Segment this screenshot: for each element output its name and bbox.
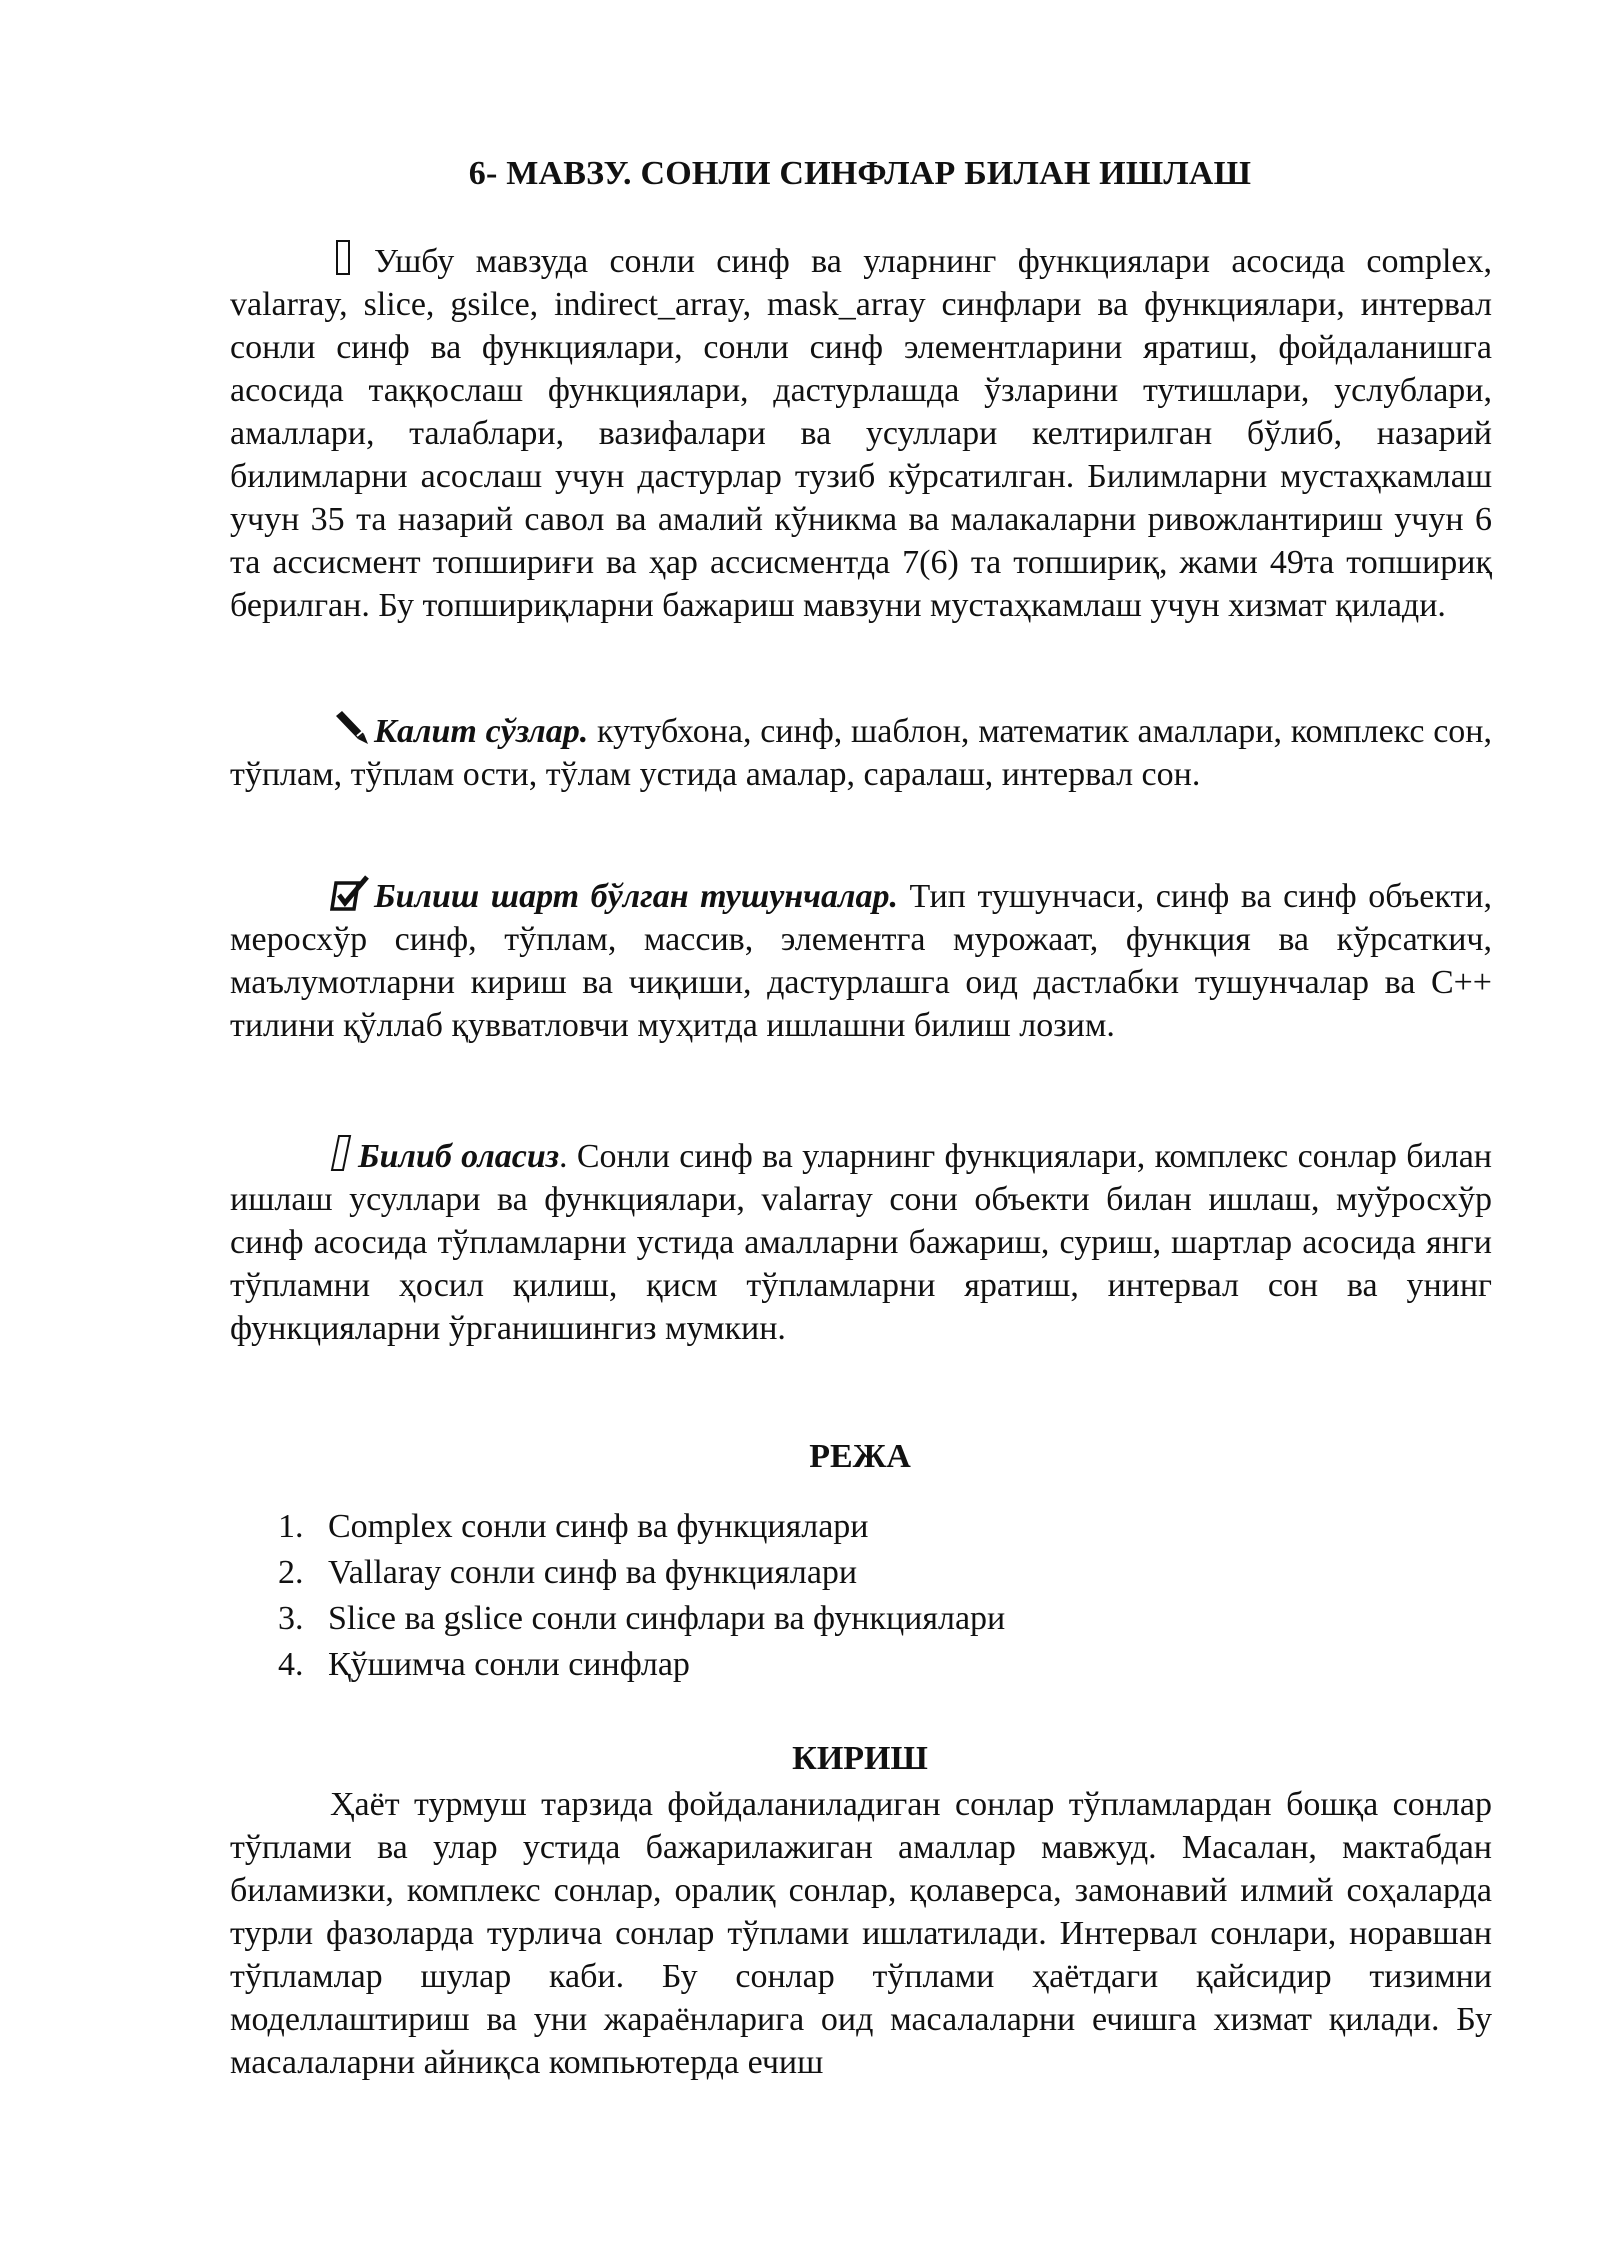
prerequisites-label: Билиш шарт бўлган тушунчалар. xyxy=(374,878,898,915)
italic-bar-icon xyxy=(330,1135,354,1171)
plan-list xyxy=(278,1504,1005,1688)
list-item xyxy=(278,1642,1005,1688)
prerequisites-paragraph xyxy=(230,875,1492,1047)
pencil-icon xyxy=(330,710,370,746)
list-item-text: Slice ва gslice сонли синфлари ва функциялари xyxy=(328,1600,1006,1637)
list-item-text: Қўшимча сонли синфлар xyxy=(328,1646,690,1683)
prerequisites-text: Тип тушунчаси, синф ва синф объекти, меросхўр синф, тўплам, массив, элементга мурожаат, функция ва кўрсаткич, маълумотларни кириш ва чиқиши, дастурлашга оид дастлабки тушунчалар ва С++ тилини қўллаб қувватловчи муҳитда ишлашни билиш лозим. xyxy=(230,878,1493,1044)
introduction-paragraph: Ҳаёт турмуш тарзида фойдаланиладиган сонлар тўпламлардан бошқа сонлар тўплами ва улар устида бажарилажиган амаллар мавжуд. Масалан, мактабдан биламизки, комплекс сонлар, оралиқ сонлар, қолаверса, замонавий илмий соҳаларда турли фазоларда турлича сонлар тўплами ишлатилади. Интервал сонлари, норавшан тўпламлар шулар каби. Бу сонлар тўплами ҳаётдаги қайсидир тизимни моделлаштириш ва уни жараёнларига оид масалаларни ечишга хизмат қилади. Бу масалаларни айниқса компьютерда ечиш xyxy=(230,1786,1492,2081)
list-item-number: 2. xyxy=(278,1554,304,1591)
list-item-text: Vallaray сонли синф ва функциялари xyxy=(328,1554,858,1591)
plan-heading: РЕЖА xyxy=(809,1438,911,1475)
keywords-paragraph xyxy=(230,710,1492,796)
list-item xyxy=(278,1550,1005,1596)
list-item xyxy=(278,1504,1005,1550)
page-title: 6- МАВЗУ. СОНЛИ СИНФЛАР БИЛАН ИШЛАШ xyxy=(468,155,1252,192)
intro-paragraph-text: Ушбу мавзуда сонли синф ва уларнинг функциялари асосида complex, valarray, slice, gsilce, indirect_array, mask_array синфлари ва функциялари, интервал сонли синф ва функциялари, сонли синф элементларини яратиш, фойдаланишга асосида таққослаш функциялари, дастурлашда ўзларини тутишлари, услублари, амаллари, талаблари, вазифалари ва усуллари келтирилган бўлиб, назарий билимларни асослаш учун дастурлар тузиб кўрсатилган. Билимларни мустаҳкамлаш учун 35 та назарий савол ва амалий кўникма ва малакаларни ривожлантириш учун 6 та ассисмент топшириғи ва ҳар ассисментда 7(6) та топшириқ, жами 49та топшириқ берилган. Бу топшириқларни бажариш мавзуни мустаҳкамлаш учун хизмат қилади. xyxy=(230,243,1492,624)
list-item-number: 1. xyxy=(278,1508,304,1545)
introduction-heading: КИРИШ xyxy=(792,1740,928,1777)
keywords-label: Калит сўзлар. xyxy=(374,713,589,750)
list-item-number: 3. xyxy=(278,1600,304,1637)
list-item-number: 4. xyxy=(278,1646,304,1683)
outcomes-text: . Сонли синф ва уларнинг функциялари, комплекс сонлар билан ишлаш усуллари ва функциялари, valarray сони объекти билан ишлаш, муўросхўр синф асосида тўпламларни устида амалларни бажариш, суриш, шартлар асосида янги тўпламни ҳосил қилиш, қисм тўпламларни яратиш, интервал сон ва унинг функцияларни ўрганишингиз мумкин. xyxy=(230,1138,1492,1347)
outcomes-label: Билиб оласиз xyxy=(358,1138,560,1175)
missing-glyph-icon xyxy=(330,240,370,276)
outcomes-paragraph xyxy=(230,1135,1492,1350)
list-item xyxy=(278,1596,1005,1642)
keywords-text: кутубхона, синф, шаблон, математик амаллари, комплекс сон, тўплам, тўплам ости, тўлам устида амалар, саралаш, интервал сон. xyxy=(230,713,1492,793)
checkbox-icon xyxy=(330,875,370,911)
intro-paragraph xyxy=(230,240,1492,627)
list-item-text: Complex сонли синф ва функциялари xyxy=(328,1508,869,1545)
